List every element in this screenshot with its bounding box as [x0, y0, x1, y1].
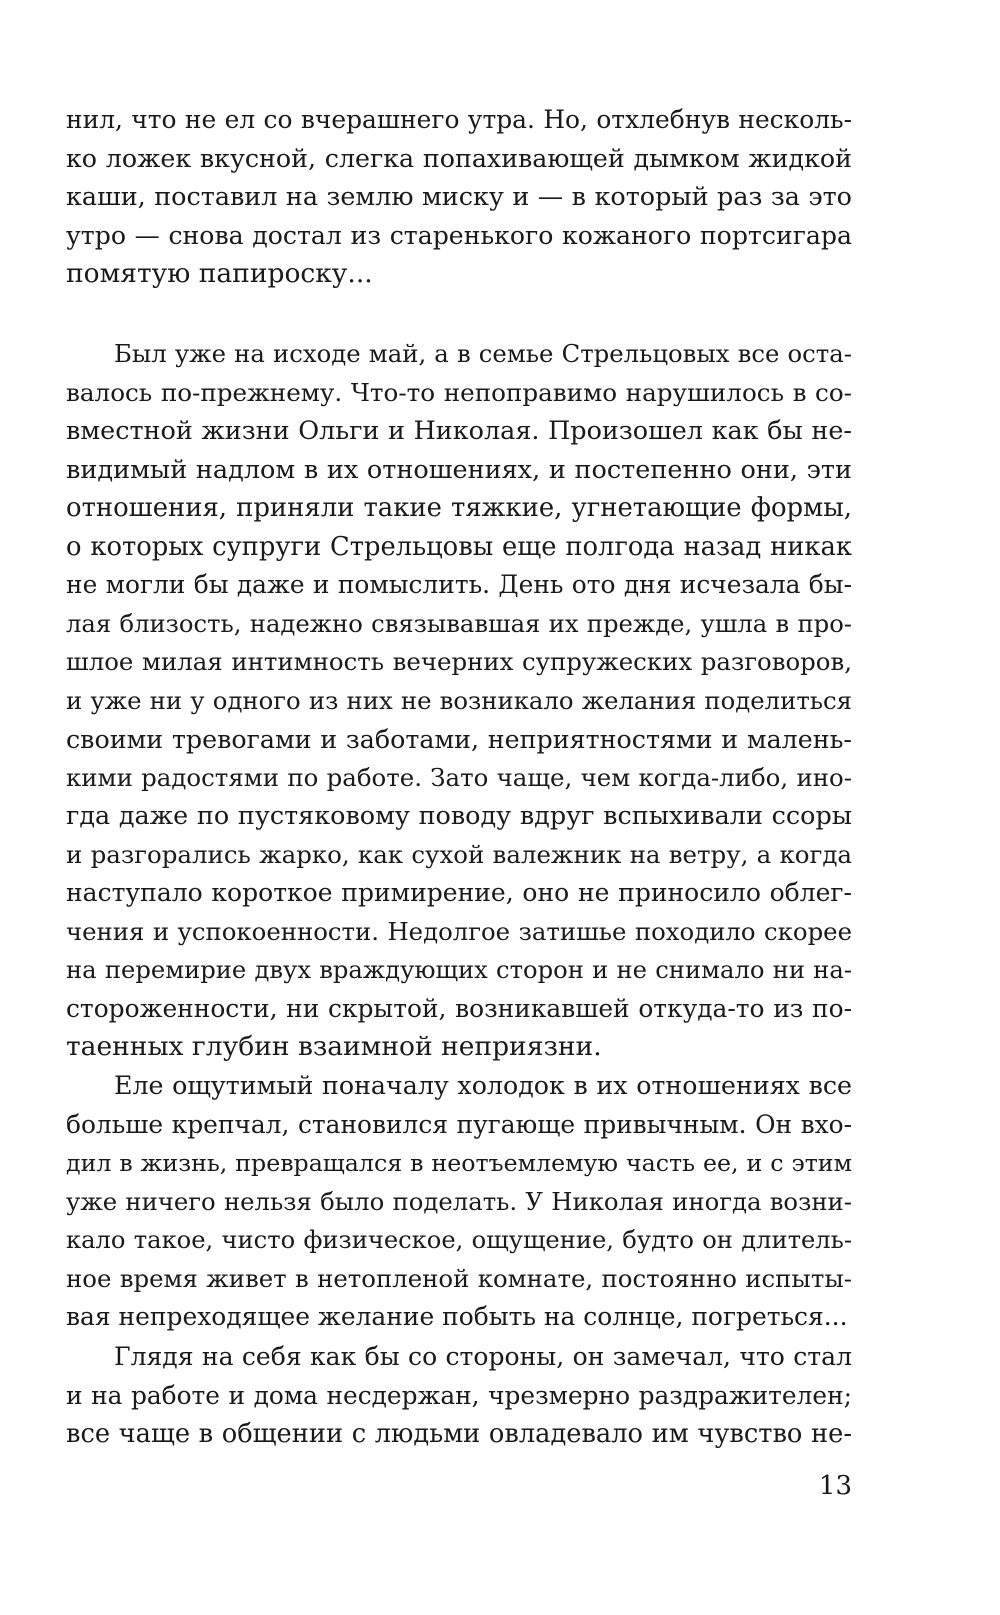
text-line: гда даже по пустяковому поводу вдруг вспыхивали ссоры [66, 801, 852, 831]
text-line: уже ничего нельзя было поделать. У Николая иногда возни- [66, 1186, 852, 1216]
paragraph [66, 1338, 852, 1454]
text-line: вая непреходящее желание побыть на солнце, погреться... [66, 1302, 848, 1331]
text-line: помятую папироску... [66, 258, 373, 289]
text-line: больше крепчал, становился пугающе привычным. Он вхо- [66, 1109, 852, 1139]
text-line: каши, поставил на землю миску и — в который раз за это [66, 182, 852, 212]
text-line: все чаще в общении с людьми овладевало им чувство не- [66, 1419, 852, 1449]
text-line: кими радостями по работе. Зато чаще, чем когда-либо, ино- [66, 762, 852, 792]
text-line: Глядя на себя как бы со стороны, он замечал, что стал [114, 1342, 852, 1371]
text-line: на перемирие двух враждующих сторон и не снимало ни на- [66, 955, 852, 984]
text-line: отношения, приняли такие тяжкие, угнетающие формы, [66, 493, 852, 523]
paragraph [66, 1067, 852, 1337]
text-line: и на работе и дома несдержан, чрезмерно раздражителен; [66, 1380, 852, 1410]
text-line: валось по-прежнему. Что-то непоправимо нарушилось в со- [66, 377, 852, 407]
text-line: таенных глубин взаимной неприязни. [66, 1031, 602, 1062]
text-line: своими тревогами и заботами, неприятностями и малень- [66, 724, 852, 754]
text-line: дил в жизнь, превращался в неотъемлемую часть ее, и с этим [66, 1149, 852, 1177]
text-line: видимый надлом в их отношениях, и постепенно они, эти [66, 454, 852, 485]
text-line: лая близость, надежно связывавшая их прежде, ушла в про- [66, 608, 852, 638]
text-line: и уже ни у одного из них не возникало желания поделиться [66, 685, 852, 715]
text-line: и разгорались жарко, как сухой валежник на ветру, а когда [66, 839, 852, 869]
text-line: ное время живет в нетопленой комнате, постоянно испыты- [66, 1263, 852, 1293]
text-line: ко ложек вкусной, слегка попахивающей дымком жидкой [66, 143, 852, 173]
text-line: Был уже на исходе май, а в семье Стрельцовых все оста- [114, 339, 852, 368]
text-line: вместной жизни Ольги и Николая. Произошел как бы не- [66, 416, 852, 446]
text-line: кало такое, чисто физическое, ощущение, будто он длитель- [66, 1226, 852, 1254]
text-line: стороженности, ни скрытой, возникавшей откуда-то из по- [66, 993, 852, 1023]
text-line: не могли бы даже и помыслить. День ото дня исчезала бы- [66, 570, 852, 599]
text-line: чения и успокоенности. Недолгое затишье походило скорее [66, 916, 852, 946]
text-line: о которых супруги Стрельцовы еще полгода назад никак [66, 531, 852, 562]
paragraph [66, 335, 852, 1067]
text-line: Еле ощутимый поначалу холодок в их отношениях все [114, 1071, 852, 1100]
text-line: утро — снова достал из старенького кожаного портсигара [66, 220, 852, 250]
text-line: шлое милая интимность вечерних супружеских разговоров, [66, 647, 852, 676]
paragraph-continuation [66, 101, 852, 294]
text-line: нил, что не ел со вчерашнего утра. Но, отхлебнув несколь- [66, 105, 852, 134]
page-number: 13 [818, 1471, 852, 1501]
text-line: наступало короткое примирение, оно не приносило облег- [66, 878, 852, 907]
